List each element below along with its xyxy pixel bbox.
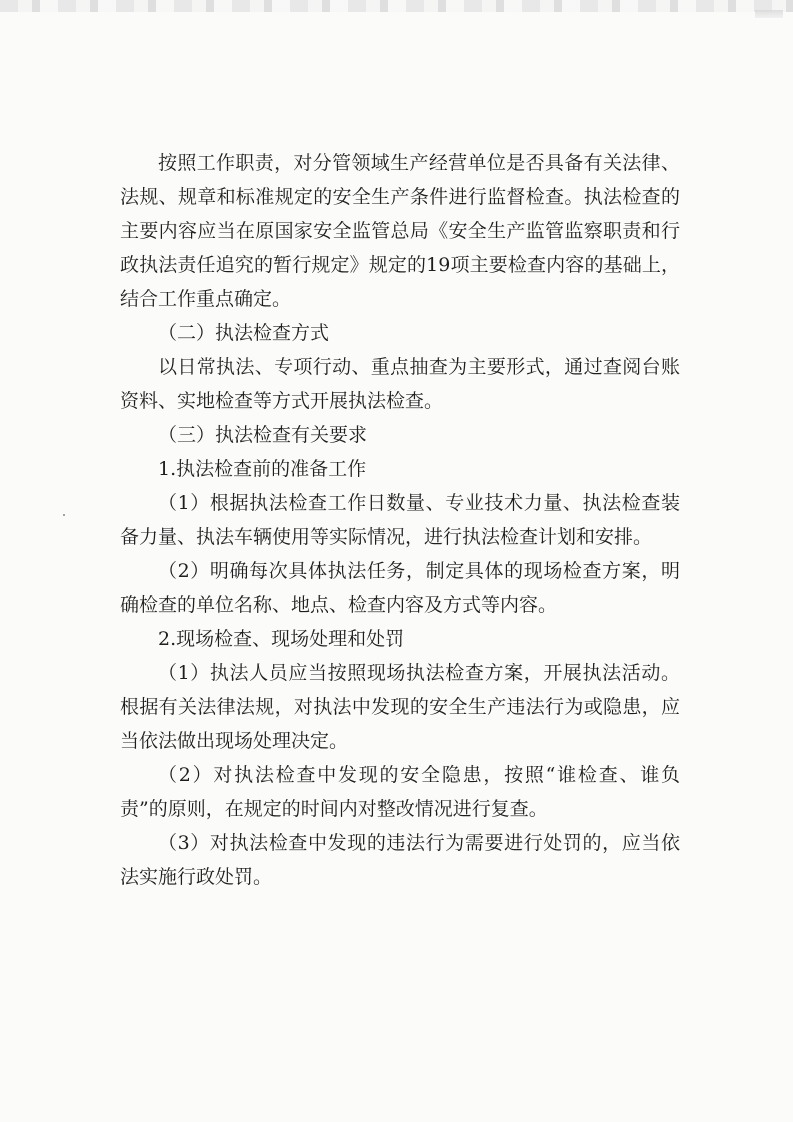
paragraph-onsite-2: （2）对执法检查中发现的安全隐患，按照“谁检查、谁负责”的原则，在规定的时间内对整改情况进行复查。 [120,764,680,820]
document-body [120,146,680,894]
paragraph-inspection-method: 以日常执法、专项行动、重点抽查为主要形式，通过查阅台账资料、实地检查等方式开展执法检查。 [120,356,680,412]
paragraph-onsite-1: （1）执法人员应当按照现场执法检查方案，开展执法活动。根据有关法律法规，对执法中发现的安全生产违法行为或隐患，应当依法做出现场处理决定。 [120,662,680,752]
scan-artifact-top [0,0,793,12]
paragraph-preparation-1: （1）根据执法检查工作日数量、专业技术力量、执法检查装备力量、执法车辆使用等实际情况，进行执法检查计划和安排。 [120,492,680,548]
paragraph-preparation-2: （2）明确每次具体执法任务，制定具体的现场检查方案，明确检查的单位名称、地点、检查内容及方式等内容。 [120,560,680,616]
paragraph-onsite-3: （3）对执法检查中发现的违法行为需要进行处罚的，应当依法实施行政处罚。 [120,832,680,888]
section-heading-inspection-requirements: （三）执法检查有关要求 [158,424,368,446]
scan-speck [63,514,65,516]
paragraph-inspection-content: 按照工作职责，对分管领域生产经营单位是否具备有关法律、法规、规章和标准规定的安全生产条件进行监督检查。执法检查的主要内容应当在原国家安全监管总局《安全生产监管监察职责和行政执法责任追究的暂行规定》规定的19项主要检查内容的基础上，结合工作重点确定。 [120,152,680,310]
scan-artifact-corner [755,10,783,18]
subheading-onsite-inspection: 2.现场检查、现场处理和处罚 [158,628,405,650]
subheading-preparation-work: 1.执法检查前的准备工作 [158,458,367,480]
section-heading-inspection-method: （二）执法检查方式 [158,322,330,344]
